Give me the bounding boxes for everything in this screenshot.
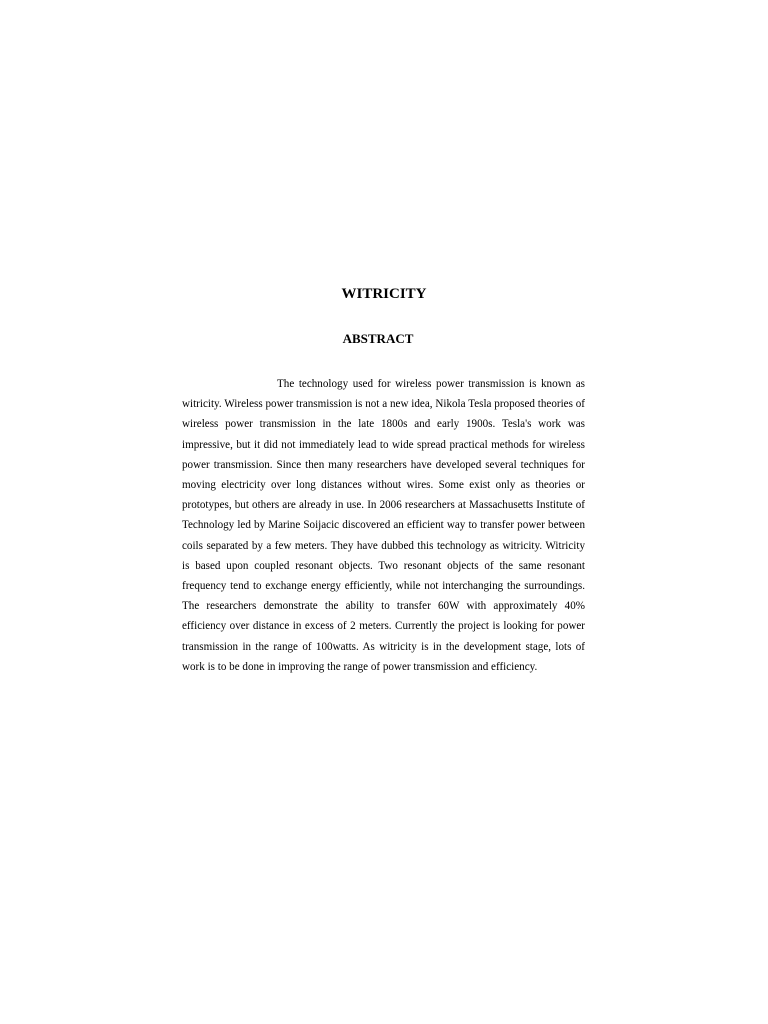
- section-heading-abstract: ABSTRACT: [342, 331, 414, 346]
- abstract-paragraph: The technology used for wireless power transmission is known as witricity. Wireless power transmission is not a new idea, Nikola Tesla proposed theories of wireless power transmission in the late 1800s and early 1900s. Tesla's work was impressive, but it did not immediately lead to wide spread practical methods for wireless power transmission. Since then many researchers have developed several techniques for moving electricity over long distances without wires. Some exist only as theories or prototypes, but others are already in use. In 2006 researchers at Massachusetts Institute of Technology led by Marine Soijacic discovered an efficient way to transfer power between coils separated by a few meters. They have dubbed this technology as witricity. Witricity is based upon coupled resonant objects. Two resonant objects of the same resonant frequency tend to exchange energy efficiently, while not interchanging the surroundings. The researchers demonstrate the ability to transfer 60W with approximately 40% efficiency over distance in excess of 2 meters. Currently the project is looking for power transmission in the range of 100watts. As witricity is in the development stage, lots of work is to be done in improving the range of power transmission and efficiency.: [182, 378, 585, 673]
- document-title: WITRICITY: [341, 286, 427, 302]
